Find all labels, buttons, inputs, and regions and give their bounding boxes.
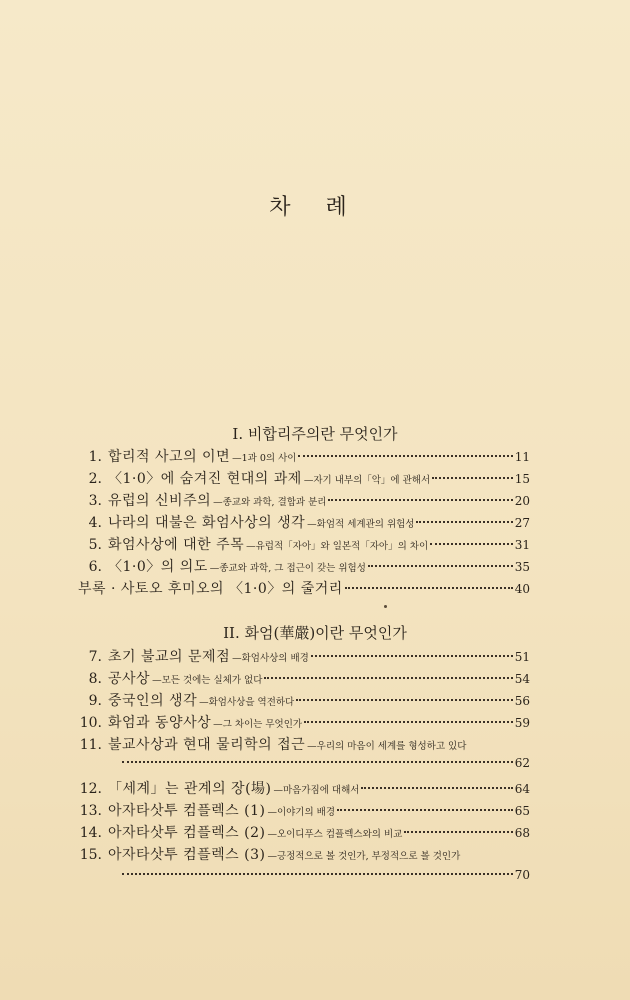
entry-page: 68: [514, 826, 530, 840]
toc-entry[interactable]: [78, 512, 530, 532]
entry-number: 9.: [88, 693, 102, 709]
toc-entry[interactable]: [78, 778, 530, 798]
toc-entry[interactable]: [78, 734, 530, 754]
entry-page: 51: [514, 650, 530, 664]
entry-number: 11.: [79, 737, 102, 753]
entry-subtitle: —종교와 과학, 결합과 분리: [213, 497, 327, 508]
entry-number: 8.: [88, 671, 102, 687]
entry-page: 40: [514, 582, 530, 596]
entry-title: 아자타삿투 컴플렉스 (1): [108, 803, 266, 819]
entry-title: 화엄과 동양사상: [108, 715, 212, 731]
entry-page: 54: [514, 672, 530, 686]
entry-subtitle: —화엄적 세계관의 위험성: [307, 519, 415, 530]
entry-page: 59: [514, 716, 530, 730]
entry-number: 10.: [79, 715, 102, 731]
leader-dots: [296, 699, 512, 701]
entry-subtitle: —유럽적「자아」와 일본적「자아」의 차이: [246, 541, 429, 552]
entry-title: 「세계」는 관계의 장(場): [108, 781, 272, 797]
leader-dots: [304, 721, 513, 723]
section-heading-2: II. 화엄(華嚴)이란 무엇인가: [223, 624, 407, 642]
entry-number: 15.: [79, 847, 102, 863]
entry-number: 6.: [88, 559, 102, 575]
entry-title: 불교사상과 현대 물리학의 접근: [108, 737, 306, 753]
toc-entry[interactable]: [78, 690, 530, 710]
entry-subtitle: —모든 것에는 실체가 없다: [152, 675, 263, 686]
entry-page: 35: [514, 560, 530, 574]
leader-dots: [404, 831, 512, 833]
toc-entry[interactable]: [78, 556, 530, 576]
paper-speck: [384, 605, 387, 608]
entry-subtitle: —화엄사상의 배경: [232, 653, 309, 664]
leader-dots: [337, 809, 513, 811]
entry-subtitle: —종교와 과학, 그 접근이 갖는 위험성: [209, 563, 366, 574]
entry-page: 15: [514, 472, 530, 486]
page-title: 차 례: [269, 195, 361, 220]
entry-number: 14.: [79, 825, 102, 841]
leader-dots: [345, 587, 513, 589]
toc-entry-appendix[interactable]: [78, 578, 530, 598]
section-heading-1: I. 비합리주의란 무엇인가: [232, 425, 398, 443]
entry-title: 부록 · 사토오 후미오의 〈1·0〉의 줄거리: [78, 581, 343, 597]
entry-title: 합리적 사고의 이면: [108, 449, 231, 465]
entry-number: 5.: [88, 537, 102, 553]
toc-entry[interactable]: [78, 646, 530, 666]
entry-number: 1.: [88, 449, 102, 465]
entry-subtitle: —자기 내부의「악」에 관해서: [303, 475, 431, 486]
toc-entry[interactable]: [78, 534, 530, 554]
leader-dots: [361, 787, 512, 789]
entry-title: 공사상: [108, 671, 151, 687]
leader-dots: [432, 477, 513, 479]
toc-entry[interactable]: [78, 468, 530, 488]
entry-subtitle: —이야기의 배경: [267, 807, 336, 818]
toc-entry-continuation[interactable]: [120, 756, 530, 774]
entry-subtitle: —오이디푸스 컴플렉스와의 비교: [267, 829, 403, 840]
entry-title: 화엄사상에 대한 주목: [108, 537, 245, 553]
entry-number: 12.: [79, 781, 102, 797]
entry-number: 3.: [88, 493, 102, 509]
entry-subtitle: —1과 0의 사이: [232, 453, 297, 464]
toc-entry[interactable]: [78, 446, 530, 466]
entry-subtitle: —긍정적으로 볼 것인가, 부정적으로 볼 것인가: [267, 851, 461, 862]
toc-entry[interactable]: [78, 712, 530, 732]
leader-dots: [416, 521, 512, 523]
entry-title: 나라의 대불은 화엄사상의 생각: [108, 515, 306, 531]
entry-page: 56: [514, 694, 530, 708]
leader-dots: [264, 677, 512, 679]
toc-entry[interactable]: [78, 800, 530, 820]
entry-page: 62: [514, 756, 530, 770]
entry-page: 20: [514, 494, 530, 508]
toc-entry[interactable]: [78, 668, 530, 688]
entry-page: 27: [514, 516, 530, 530]
entry-number: 7.: [88, 649, 102, 665]
toc-entry[interactable]: [78, 490, 530, 510]
entry-number: 2.: [88, 471, 102, 487]
leader-dots: [298, 455, 512, 457]
entry-page: 11: [514, 450, 530, 464]
entry-subtitle: —그 차이는 무엇인가: [213, 719, 303, 730]
leader-dots: [122, 761, 513, 763]
toc-entry[interactable]: [78, 822, 530, 842]
entry-title: 아자타삿투 컴플렉스 (2): [108, 825, 266, 841]
entry-subtitle: —마음가짐에 대해서: [273, 785, 360, 796]
entry-title: 초기 불교의 문제점: [108, 649, 231, 665]
entry-title: 〈1·0〉에 숨겨진 현대의 과제: [108, 471, 302, 487]
entry-title: 중국인의 생각: [108, 693, 198, 709]
entry-number: 13.: [79, 803, 102, 819]
entry-title: 〈1·0〉의 의도: [108, 559, 208, 575]
leader-dots: [122, 873, 513, 875]
leader-dots: [430, 543, 513, 545]
entry-page: 31: [514, 538, 530, 552]
leader-dots: [368, 565, 513, 567]
leader-dots: [311, 655, 513, 657]
entry-page: 64: [514, 782, 530, 796]
toc-entry-continuation[interactable]: [120, 868, 530, 886]
entry-page: 65: [514, 804, 530, 818]
toc-entry[interactable]: [78, 844, 530, 864]
entry-page: 70: [514, 868, 530, 882]
leader-dots: [328, 499, 512, 501]
entry-subtitle: —화엄사상을 역전하다: [199, 697, 295, 708]
entry-subtitle: —우리의 마음이 세계를 형성하고 있다: [307, 741, 467, 752]
entry-title: 아자타삿투 컴플렉스 (3): [108, 847, 266, 863]
entry-number: 4.: [88, 515, 102, 531]
entry-title: 유럽의 신비주의: [108, 493, 212, 509]
